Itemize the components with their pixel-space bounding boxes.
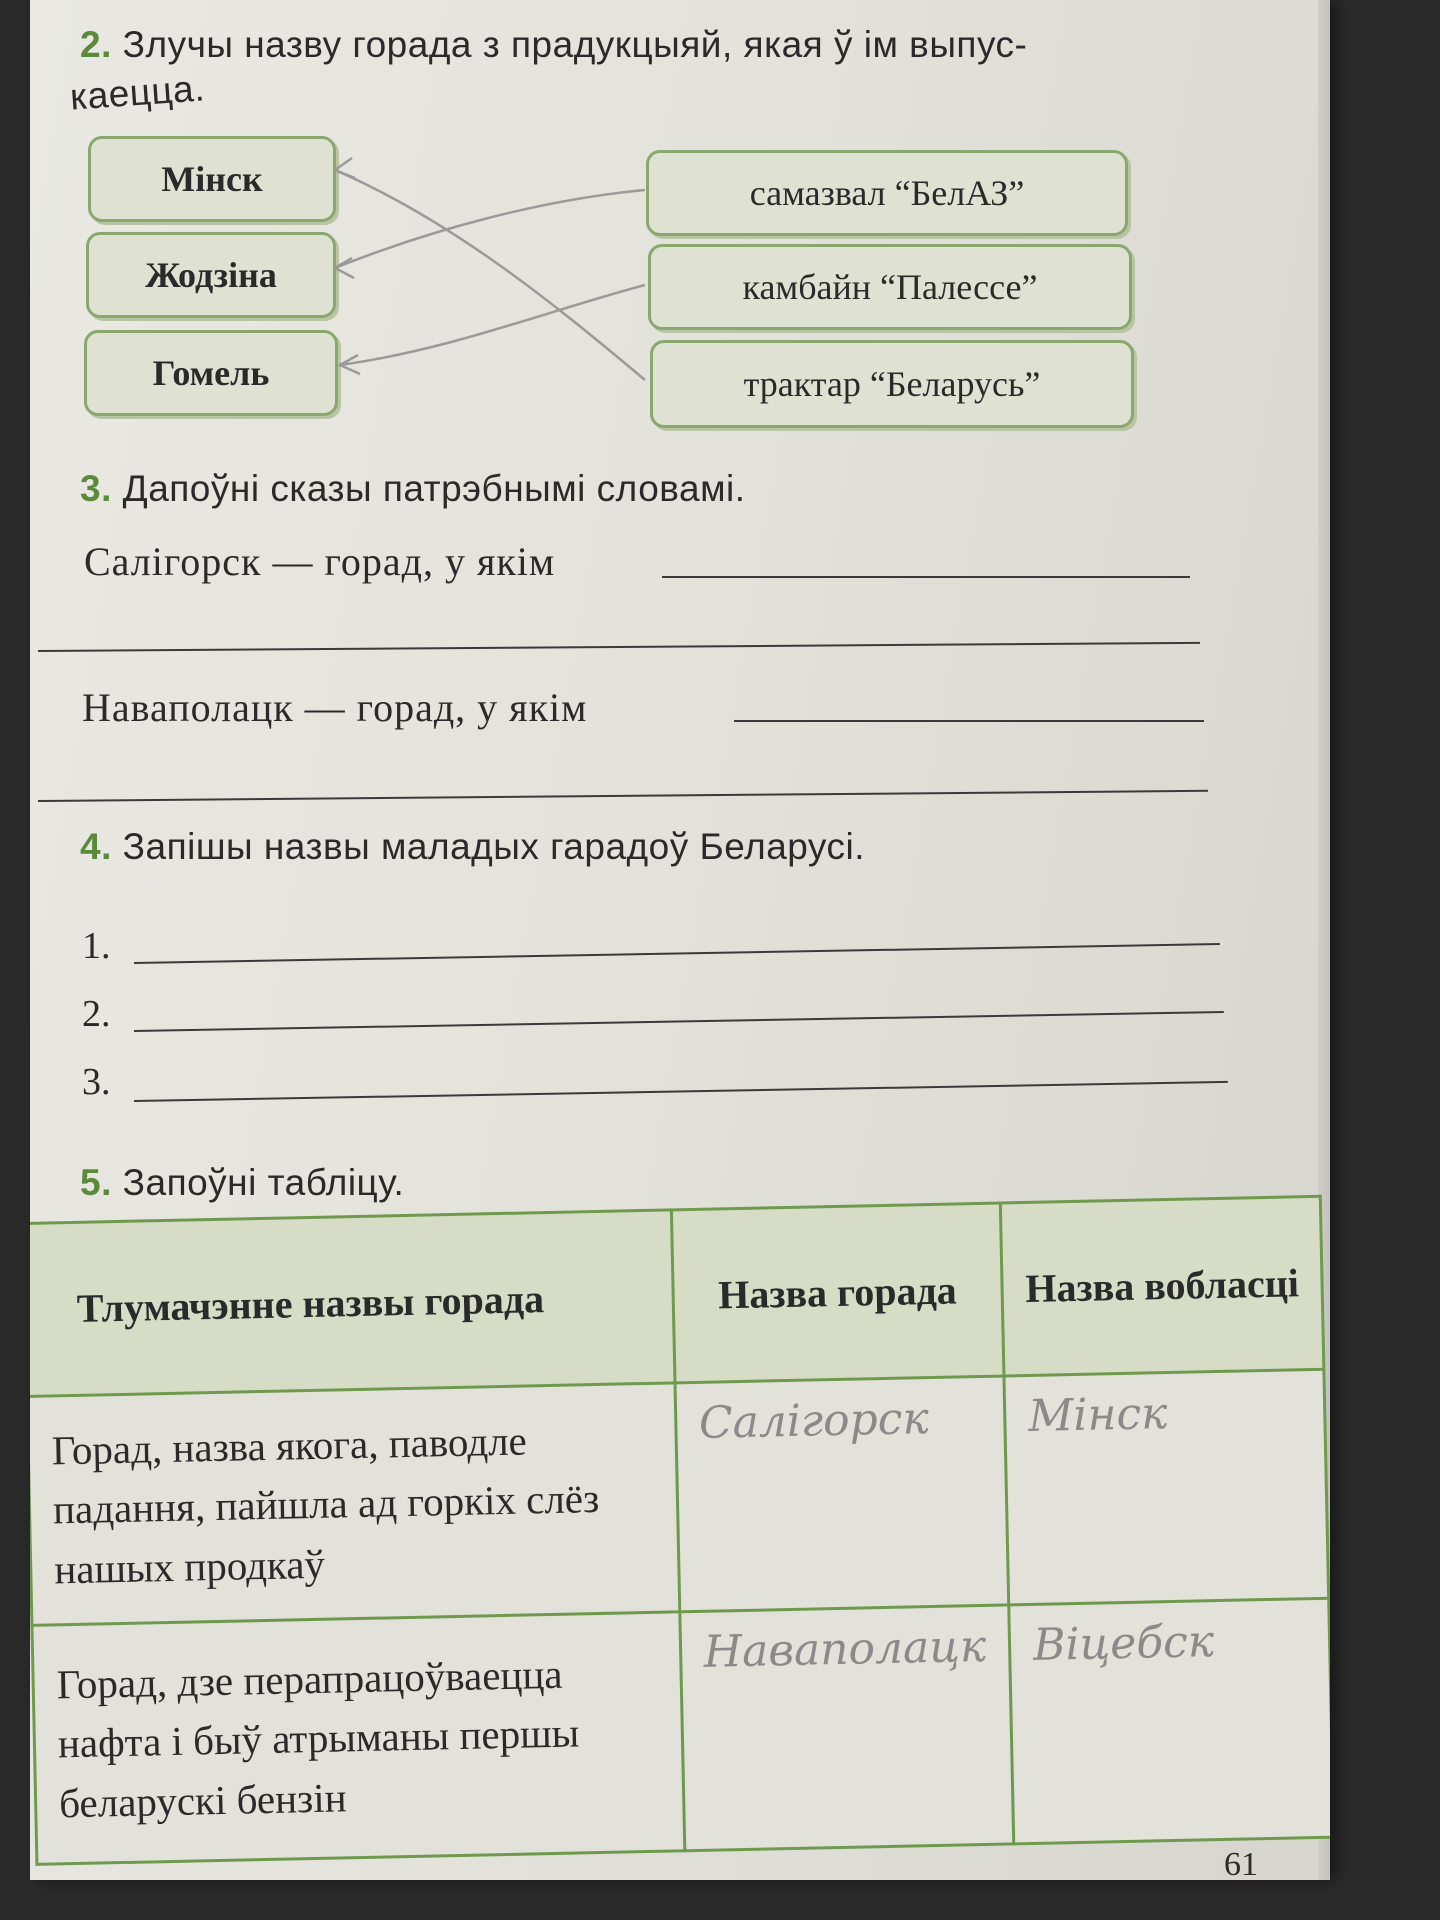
header-explanation: Тлумачэнне назвы горада <box>30 1210 675 1397</box>
header-region-name: Назва вобласці <box>1000 1196 1324 1376</box>
handwritten-region-1: Мінск <box>1027 1388 1168 1442</box>
list-number-1: 1. <box>82 925 111 967</box>
task-5-title: Запоўні табліцу. <box>122 1162 405 1203</box>
city-box-homel: Гомель <box>84 330 338 416</box>
pencil-line-homel-palesse <box>340 285 645 365</box>
task-5-number: 5. <box>80 1162 112 1203</box>
task-5-heading <box>80 1162 404 1204</box>
city-box-zhodzina: Жодзіна <box>86 232 336 318</box>
table-row <box>32 1598 1330 1864</box>
table-header-row <box>30 1196 1324 1396</box>
product-box-belarus: трактар “Беларусь” <box>650 340 1134 428</box>
task-2-number: 2. <box>80 24 112 65</box>
pencil-arrowhead-minsk <box>335 158 355 178</box>
product-box-palesse: камбайн “Палессе” <box>648 244 1132 330</box>
list-number-2: 2. <box>82 993 111 1035</box>
pencil-line-zhodzina-belaz <box>335 190 645 268</box>
row-2-explanation: Горад, дзе перапрацоўваецца нафта і быў атрыманы першы беларускі бензін <box>32 1612 684 1865</box>
task-3-number: 3. <box>80 468 112 509</box>
task-2-title: Злучы назву горада з прадукцыяй, якая ў ім выпус- <box>122 24 1028 65</box>
list-number-3: 3. <box>82 1061 111 1103</box>
answer-line-young-city-1 <box>134 943 1220 964</box>
row-1-region-cell[interactable] <box>1004 1369 1329 1605</box>
sentence-navapolatsk: Наваполацк — горад, у якім <box>82 685 588 730</box>
handwritten-region-2: Віцебск <box>1032 1616 1215 1671</box>
answer-line-1a <box>662 576 1190 578</box>
handwritten-city-2: Наваполацк <box>703 1620 987 1678</box>
row-2-region-cell[interactable] <box>1009 1598 1330 1844</box>
page-number: 61 <box>1224 1846 1258 1880</box>
product-box-belaz: самазвал “БелАЗ” <box>646 150 1128 236</box>
task-4-heading <box>80 826 865 868</box>
answer-line-1b <box>38 642 1200 652</box>
cities-table <box>30 1195 1330 1866</box>
pencil-line-minsk-tractor <box>335 170 645 380</box>
answer-line-young-city-3 <box>134 1081 1228 1102</box>
workbook-page <box>30 0 1330 1880</box>
sentence-saligorsk: Салігорск — горад, у якім <box>84 539 556 584</box>
task-4-number: 4. <box>80 826 112 867</box>
answer-line-young-city-2 <box>134 1011 1224 1032</box>
handwritten-city-1: Салігорск <box>698 1393 930 1449</box>
row-1-explanation: Горад, назва якога, паводле падання, пайшла ад горкіх слёз нашых продкаў <box>30 1383 679 1626</box>
task-2-title-continuation: каецца. <box>68 67 207 118</box>
table-row <box>30 1369 1329 1625</box>
answer-line-2b <box>38 790 1208 802</box>
task-3-title: Дапоўні сказы патрэбнымі словамі. <box>122 468 746 509</box>
matching-lines <box>30 0 1330 460</box>
row-2-city-cell[interactable] <box>679 1605 1013 1851</box>
answer-line-2a <box>734 720 1204 722</box>
task-4-title: Запішы назвы маладых гарадоў Беларусі. <box>122 826 866 867</box>
header-city-name: Назва горада <box>671 1203 1004 1383</box>
row-1-city-cell[interactable] <box>675 1376 1009 1612</box>
city-box-minsk: Мінск <box>88 136 336 222</box>
task-3-heading <box>80 468 746 510</box>
